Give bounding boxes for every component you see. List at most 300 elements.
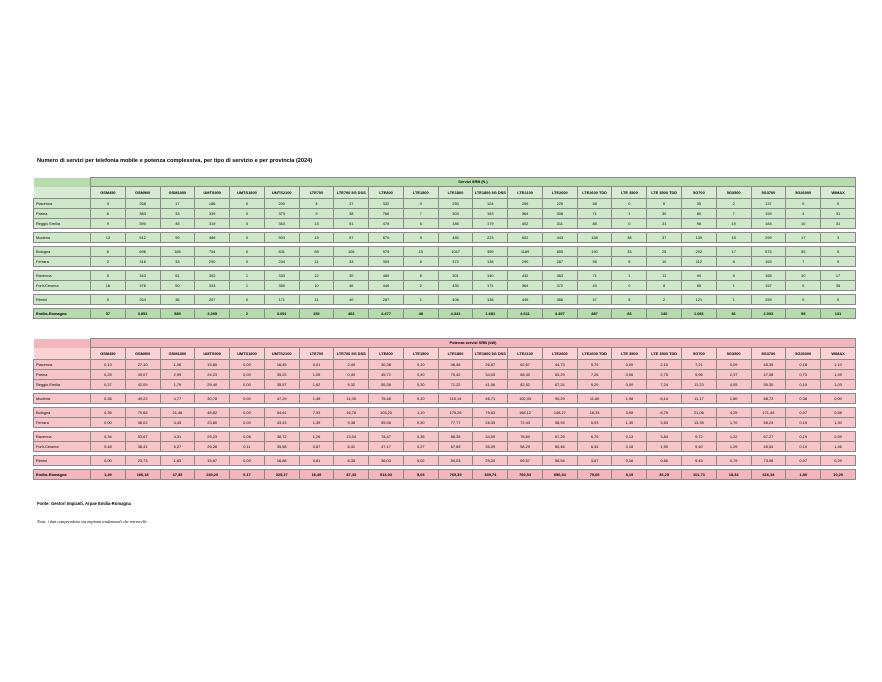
table-cell: 11: [647, 271, 682, 281]
row-label: Emilia-Romagna: [34, 309, 91, 319]
table-cell: 0,19: [786, 380, 821, 390]
table-cell: 137: [751, 199, 786, 209]
column-header: LTE 3500: [612, 348, 647, 360]
table-cell: 175,26: [438, 408, 473, 418]
table-cell: 17: [786, 233, 821, 243]
column-header: GSM900: [125, 348, 160, 360]
table-cell: 6: [403, 219, 438, 229]
table-cell: 1189: [508, 247, 543, 257]
table-cell: 443: [542, 233, 577, 243]
table-cell: 6,75: [577, 432, 612, 442]
table-cell: 303: [438, 209, 473, 219]
table-cell: 264: [125, 295, 160, 305]
table-cell: 124: [473, 199, 508, 209]
total-cell: 3.497: [542, 309, 577, 319]
table-cell: 46,02: [125, 418, 160, 428]
table-cell: 13: [299, 219, 334, 229]
table-cell: 35,23: [264, 370, 299, 380]
column-header: LTE2100: [508, 348, 543, 360]
total-cell: 3.091: [264, 309, 299, 319]
table-cell: 38,72: [264, 432, 299, 442]
table-cell: 106: [334, 247, 369, 257]
table-cell: 9: [299, 209, 334, 219]
table-cell: 11: [299, 257, 334, 267]
column-header: LTE2600: [542, 348, 577, 360]
total-cell: 887: [577, 309, 612, 319]
table-cell: 0,48: [91, 442, 126, 452]
total-cell: 83: [612, 309, 647, 319]
table-cell: 364: [508, 209, 543, 219]
table-cell: 9,72: [682, 432, 717, 442]
table-cell: 10: [299, 281, 334, 291]
table-cell: 88: [577, 219, 612, 229]
table-cell: 0: [91, 295, 126, 305]
table-cell: 290: [508, 257, 543, 267]
table-cell: 165: [160, 247, 195, 257]
table-cell: 148,27: [542, 408, 577, 418]
total-cell: 765,39: [438, 470, 473, 480]
total-cell: 513,03: [369, 470, 404, 480]
table-cell: 29,20: [473, 456, 508, 466]
table-cell: 0: [230, 295, 265, 305]
column-header: 5G700: [682, 348, 717, 360]
table-cell: 21,48: [160, 408, 195, 418]
table-cell: 301: [438, 271, 473, 281]
column-header: LTE1500: [403, 348, 438, 360]
table-cell: 6,27: [160, 442, 195, 452]
total-cell: 325,27: [264, 470, 299, 480]
table-cell: 26,28: [195, 442, 230, 452]
table-cell: 47: [577, 295, 612, 305]
table-cell: 1,83: [160, 456, 195, 466]
table-cell: 6: [647, 199, 682, 209]
table-cell: 234: [264, 257, 299, 267]
table-cell: 1,30: [821, 418, 856, 428]
total-cell: 4.341: [438, 309, 473, 319]
table-row: [34, 380, 856, 390]
table-cell: 135: [682, 233, 717, 243]
column-header: LTE1800 5G DSS: [473, 187, 508, 199]
row-label: Emilia-Romagna: [34, 470, 91, 480]
table-cell: 45,35: [751, 360, 786, 370]
table-cell: 6: [403, 257, 438, 267]
table-cell: 430: [438, 281, 473, 291]
total-cell: 2: [230, 309, 265, 319]
table-cell: 0,49: [334, 370, 369, 380]
table-cell: 299: [751, 233, 786, 243]
total-cell: 16,49: [299, 470, 334, 480]
table-cell: 376: [125, 281, 160, 291]
table-cell: 3,63: [647, 418, 682, 428]
table-cell: 2,59: [821, 432, 856, 442]
total-cell: 1,49: [91, 470, 126, 480]
table-cell: 0: [230, 219, 265, 229]
table-cell: 53,67: [125, 432, 160, 442]
table-cell: 0,00: [91, 456, 126, 466]
table-cell: 136: [473, 295, 508, 305]
table-cell: 383: [125, 209, 160, 219]
column-header: LTE700: [299, 348, 334, 360]
table-cell: 46: [334, 281, 369, 291]
table-cell: 5: [403, 233, 438, 243]
row-label: Ravenna: [34, 271, 91, 281]
table-row: [34, 442, 856, 452]
table-cell: 165: [751, 271, 786, 281]
total-cell: 4.611: [508, 309, 543, 319]
table-cell: 112: [682, 257, 717, 267]
table-cell: 6: [91, 209, 126, 219]
column-header: LTE 3500: [612, 187, 647, 199]
table-cell: 60,46: [542, 442, 577, 452]
table-cell: 77,77: [438, 418, 473, 428]
table-cell: 58,54: [542, 456, 577, 466]
table-cell: 3,84: [647, 432, 682, 442]
table-cell: 103,23: [369, 408, 404, 418]
table-cell: 202: [682, 247, 717, 257]
table-cell: 0,00: [230, 380, 265, 390]
table-cell: 30,38: [369, 360, 404, 370]
table-cell: 1: [716, 281, 751, 291]
column-header: UMTS900: [195, 348, 230, 360]
table-cell: 2: [403, 281, 438, 291]
table-cell: 305: [369, 257, 404, 267]
table-cell: 6: [716, 271, 751, 281]
table-cell: 38: [334, 209, 369, 219]
table-cell: 13,35: [682, 418, 717, 428]
total-cell: 0,17: [230, 470, 265, 480]
table-cell: 45: [160, 219, 195, 229]
table-cell: 72,43: [508, 418, 543, 428]
table-cell: 102,43: [508, 394, 543, 404]
table-cell: 480: [438, 233, 473, 243]
table-cell: 41,06: [473, 380, 508, 390]
column-header: LTE2100: [508, 187, 543, 199]
table-row: [34, 247, 856, 257]
row-label: Forlì-Cesena: [34, 281, 91, 291]
table-cell: 4,25: [716, 408, 751, 418]
table-cell: 0,35: [91, 394, 126, 404]
table-cell: 13: [91, 233, 126, 243]
table-cell: 7,21: [682, 360, 717, 370]
table-cell: 3,98: [612, 408, 647, 418]
table-cell: 186: [438, 219, 473, 229]
table-cell: 46,45: [438, 360, 473, 370]
table-cell: 0: [612, 199, 647, 209]
total-cell: 95: [786, 309, 821, 319]
total-cell: 10,29: [821, 470, 856, 480]
column-header: LTE1800: [438, 187, 473, 199]
total-cell: 48: [403, 309, 438, 319]
total-cell: 463: [334, 309, 369, 319]
table-cell: 1: [612, 209, 647, 219]
table-cell: 402: [508, 219, 543, 229]
total-cell: 1,80: [786, 470, 821, 480]
table-cell: 0,35: [91, 408, 126, 418]
table-cell: 12: [299, 271, 334, 281]
table-row: [34, 432, 856, 442]
table-cell: 225: [542, 199, 577, 209]
table-cell: 10: [786, 219, 821, 229]
table-cell: 1,26: [299, 432, 334, 442]
column-header: LTE1800 5G DSS: [473, 348, 508, 360]
table-cell: 19: [716, 219, 751, 229]
table-cell: 0,00: [612, 380, 647, 390]
table-cell: 1,39: [299, 418, 334, 428]
column-header: LTE2600: [542, 187, 577, 199]
table-cell: 30: [647, 209, 682, 219]
column-header: LTE 3500 TDD: [647, 348, 682, 360]
column-header: GSM900: [125, 187, 160, 199]
total-cell: 5,03: [403, 470, 438, 480]
row-label: Ravenna: [34, 432, 91, 442]
table-cell: 15,65: [195, 360, 230, 370]
total-cell: 760,54: [508, 470, 543, 480]
table-cell: 8,14: [647, 394, 682, 404]
table-cell: 575: [751, 247, 786, 257]
table-cell: 0,00: [230, 408, 265, 418]
table-cell: 8,35: [334, 456, 369, 466]
row-label: Reggio Emilia: [34, 380, 91, 390]
table-cell: 79,65: [125, 408, 160, 418]
column-header: LTE800: [369, 187, 404, 199]
table-cell: 78,60: [508, 432, 543, 442]
table-cell: 0,29: [821, 456, 856, 466]
table-cell: 67,24: [542, 380, 577, 390]
table-cell: 30: [334, 271, 369, 281]
table-cell: 48,82: [195, 408, 230, 418]
total-cell: 81: [716, 309, 751, 319]
table-cell: 159: [751, 209, 786, 219]
total-cell: 4.477: [369, 309, 404, 319]
table-cell: 0: [786, 281, 821, 291]
table-cell: 121: [682, 295, 717, 305]
table-cell: 62,67: [508, 360, 543, 370]
table-cell: 59,03: [438, 456, 473, 466]
table-cell: 9,43: [682, 456, 717, 466]
table-cell: 1,45: [299, 394, 334, 404]
table-cell: 31: [821, 209, 856, 219]
column-header: LTE700: [299, 187, 334, 199]
table-cell: 55: [577, 257, 612, 267]
table-cell: 4: [299, 199, 334, 209]
table-row: [34, 394, 856, 404]
table-row: [34, 360, 856, 370]
table-row: [34, 271, 856, 281]
table-cell: 1,10: [821, 360, 856, 370]
table-cell: 0: [821, 295, 856, 305]
row-label: Reggio Emilia: [34, 219, 91, 229]
table-cell: 46,71: [473, 394, 508, 404]
table-cell: 49,22: [125, 394, 160, 404]
table-cell: 186: [195, 199, 230, 209]
table-cell: 27,10: [125, 360, 160, 370]
total-cell: 79,65: [577, 470, 612, 480]
table-cell: 0: [230, 257, 265, 267]
table-cell: 7: [403, 209, 438, 219]
table-cell: 29,40: [195, 380, 230, 390]
column-header: UMTS1800: [230, 348, 265, 360]
table-cell: 0: [230, 247, 265, 257]
table-cell: 11,23: [682, 380, 717, 390]
table-cell: 631: [264, 247, 299, 257]
column-header: 5G26000: [786, 187, 821, 199]
table-cell: 3: [821, 233, 856, 243]
table-cell: 61: [160, 271, 195, 281]
table-cell: 43: [577, 281, 612, 291]
table-cell: 0,27: [403, 442, 438, 452]
table-group-header: Potenza servizi SRB (kW): [91, 339, 856, 348]
table-cell: 0,13: [612, 432, 647, 442]
column-header: UMTS1800: [230, 187, 265, 199]
table-cell: 766: [369, 209, 404, 219]
table-cell: 58,24: [751, 418, 786, 428]
table-cell: 7,93: [299, 408, 334, 418]
table-cell: 0,00: [230, 418, 265, 428]
table-cell: 0,02: [403, 456, 438, 466]
table-cell: 1,03: [821, 380, 856, 390]
table-cell: 6,34: [577, 442, 612, 452]
table-cell: 31: [821, 219, 856, 229]
table-cell: 15: [716, 233, 751, 243]
table-cell: 0,00: [230, 394, 265, 404]
table-cell: 17: [160, 199, 195, 209]
table-cell: 13: [299, 233, 334, 243]
table-cell: 0: [786, 199, 821, 209]
table-cell: 5: [821, 247, 856, 257]
table-cell: 47,58: [751, 370, 786, 380]
table-cell: 47,29: [264, 394, 299, 404]
total-cell: 3.265: [195, 309, 230, 319]
column-header: 5G3700: [751, 187, 786, 199]
table-cell: 67,29: [542, 432, 577, 442]
table-cell: 9,29: [577, 380, 612, 390]
table-cell: 71: [577, 271, 612, 281]
table-cell: 9: [91, 219, 126, 229]
total-row: [34, 470, 856, 480]
table-cell: 9,40: [682, 442, 717, 452]
table-cell: 67,89: [438, 442, 473, 452]
column-header: WIMAX: [821, 187, 856, 199]
table-cell: 47,17: [369, 442, 404, 452]
column-header: LTE2600 TDD: [577, 348, 612, 360]
table-cell: 18,33: [577, 408, 612, 418]
total-cell: 47,35: [160, 470, 195, 480]
table-servizi-srb: [33, 177, 856, 319]
table-cell: 35,09: [473, 442, 508, 452]
column-header: LTE1800: [438, 348, 473, 360]
table-cell: 0,01: [299, 360, 334, 370]
table-cell: 58,29: [508, 442, 543, 452]
total-cell: 57: [91, 309, 126, 319]
table-cell: 58,93: [542, 418, 577, 428]
row-label: Ferrara: [34, 257, 91, 267]
column-header: 5G3500: [716, 187, 751, 199]
table-cell: 316: [125, 257, 160, 267]
table-cell: 82,52: [508, 380, 543, 390]
table-cell: 0,10: [786, 442, 821, 452]
row-label: Parma: [34, 209, 91, 219]
table-cell: 1: [230, 271, 265, 281]
table-cell: 319: [195, 219, 230, 229]
table-cell: 9,32: [334, 380, 369, 390]
table-cell: 0,81: [299, 456, 334, 466]
column-header: 5G26000: [786, 348, 821, 360]
table-cell: 38: [612, 233, 647, 243]
table-group-header: Servizi SRB (N.): [91, 178, 856, 187]
table-cell: 17: [716, 247, 751, 257]
table-cell: 0,10: [403, 394, 438, 404]
table-cell: 90,29: [542, 394, 577, 404]
table-cell: 1,80: [716, 394, 751, 404]
row-label: Bologna: [34, 408, 91, 418]
table-cell: 11: [299, 295, 334, 305]
table-cell: 372: [438, 257, 473, 267]
table-cell: 75,42: [438, 370, 473, 380]
table-cell: 1,22: [716, 432, 751, 442]
footnote: Nota: i dati comprendono sia impianti tradizionali che microcelle: [37, 519, 148, 524]
table-cell: 28,33: [473, 418, 508, 428]
total-cell: 18,34: [716, 470, 751, 480]
table-cell: 2,75: [647, 370, 682, 380]
total-cell: 131: [821, 309, 856, 319]
table-cell: 602: [508, 233, 543, 243]
table-cell: 1,98: [612, 394, 647, 404]
column-header: GSM1800: [160, 187, 195, 199]
table-cell: 449: [508, 295, 543, 305]
table-cell: 1,30: [612, 418, 647, 428]
table-cell: 754: [195, 247, 230, 257]
table-cell: 0: [230, 233, 265, 243]
table-cell: 0,58: [821, 408, 856, 418]
row-label: Parma: [34, 370, 91, 380]
table-cell: 0,86: [647, 456, 682, 466]
table-cell: 5: [612, 295, 647, 305]
table-cell: 390: [125, 219, 160, 229]
table-cell: 1,06: [160, 360, 195, 370]
table-cell: 287: [542, 257, 577, 267]
table-cell: 171: [473, 281, 508, 291]
table-cell: 7: [786, 257, 821, 267]
table-cell: 38,41: [125, 442, 160, 452]
table-potenza-srb: [33, 338, 856, 480]
table-cell: 35,58: [264, 442, 299, 452]
table-cell: 9,96: [682, 370, 717, 380]
table-cell: 1: [403, 295, 438, 305]
table-cell: 35: [682, 199, 717, 209]
table-cell: 94: [682, 271, 717, 281]
column-header: GSM450: [91, 187, 126, 199]
table-cell: 36: [160, 295, 195, 305]
row-label: Modena: [34, 394, 91, 404]
table-cell: 11,05: [334, 394, 369, 404]
table-cell: 0,07: [786, 456, 821, 466]
table-cell: 0,25: [91, 370, 126, 380]
total-cell: 87,43: [334, 470, 369, 480]
table-cell: 45,72: [369, 370, 404, 380]
table-cell: 9,38: [334, 418, 369, 428]
table-cell: 311: [542, 219, 577, 229]
table-cell: 25: [647, 247, 682, 257]
table-cell: 190: [577, 247, 612, 257]
total-cell: 2.093: [751, 309, 786, 319]
table-cell: 0,15: [786, 418, 821, 428]
table-cell: 10: [647, 257, 682, 267]
table-cell: 0,00: [230, 370, 265, 380]
table-cell: 30,78: [195, 394, 230, 404]
table-cell: 99: [160, 233, 195, 243]
table-cell: 0,13: [91, 360, 126, 370]
table-cell: 15,87: [195, 456, 230, 466]
